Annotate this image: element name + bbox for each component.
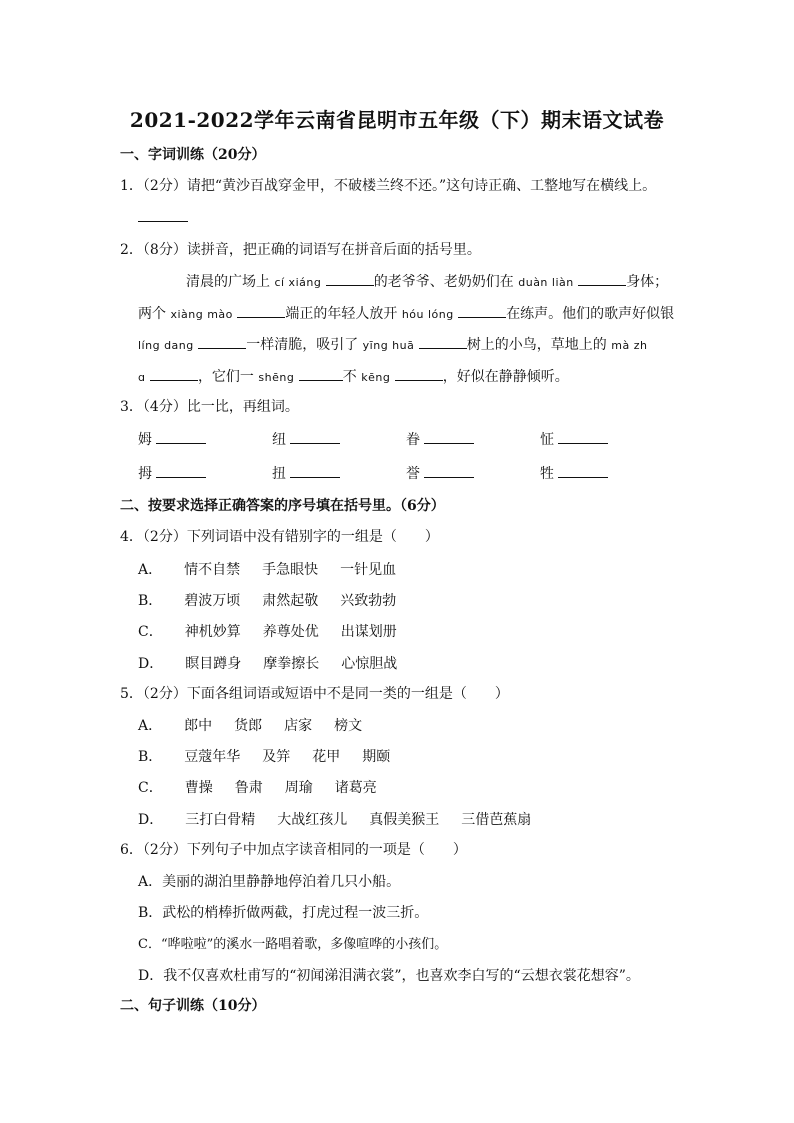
compare-item: 怔 (540, 429, 608, 449)
option-c[interactable]: C．“哗啦啦”的溪水一路唱着歌，多像喧哗的小孩们。 (138, 937, 448, 952)
answer-blank[interactable] (395, 366, 443, 381)
answer-blank[interactable] (237, 303, 285, 318)
option-a[interactable]: A． 情不自禁 手急眼快 一针见血 (138, 562, 397, 578)
option-c[interactable]: C． 曹操 鲁肃 周瑜 诸葛亮 (138, 780, 377, 796)
option-b[interactable]: B．武松的梢棒折做两截，打虎过程一波三折。 (138, 905, 429, 921)
option-d[interactable]: D．我不仅喜欢杜甫写的“初闻涕泪满衣裳”，也喜欢李白写的“云想衣裳花想容”。 (138, 968, 640, 984)
pinyin: kēng (361, 371, 391, 384)
page-title: 2021-2022学年云南省昆明市五年级（下）期末语文试卷 (129, 108, 665, 132)
compare-item: 眷 (406, 429, 474, 449)
answer-blank[interactable] (198, 334, 246, 349)
compare-item: 牲 (540, 463, 608, 483)
question-4-heading: 4．（2分）下列词语中没有错别字的一组是（ ） (120, 529, 439, 545)
option-d[interactable]: D． 瞑目蹲身 摩拳擦长 心惊胆战 (138, 656, 398, 672)
pinyin: mà zh (611, 339, 648, 352)
pinyin: duàn liàn (518, 276, 574, 289)
answer-blank[interactable] (419, 334, 467, 349)
compare-item: 姆 (138, 429, 206, 449)
pinyin: ɑ (138, 371, 146, 384)
pinyin: shēng (258, 371, 295, 384)
answer-blank[interactable] (458, 303, 506, 318)
pinyin: hóu lóng (401, 308, 454, 321)
compare-item: 纽 (272, 429, 340, 449)
pinyin: xiàng mào (170, 308, 233, 321)
question-3-heading: 3．（4分）比一比，再组词。 (120, 399, 299, 415)
section-3-heading: 二、句子训练（10分） (120, 998, 266, 1014)
option-c[interactable]: C． 神机妙算 养尊处优 出谋划册 (138, 624, 397, 640)
question-2-heading: 2．（8分）读拼音，把正确的词语写在拼音后面的括号里。 (120, 242, 481, 258)
answer-blank[interactable] (578, 271, 626, 286)
option-d[interactable]: D． 三打白骨精 大战红孩儿 真假美猴王 三借芭蕉扇 (138, 812, 532, 828)
option-b[interactable]: B． 碧波万顷 肃然起敬 兴致勃勃 (138, 593, 397, 609)
question-1-answer-blank[interactable] (138, 207, 188, 228)
answer-blank[interactable] (326, 271, 374, 286)
answer-blank[interactable] (299, 366, 343, 381)
question-2-line-3: líng dang 一样清脆，吸引了 yīng huā 树上的小鸟，草地上的 mà zh (138, 334, 647, 356)
question-6-heading: 6．（2分）下列句子中加点字读音相同的一项是（ ） (120, 842, 467, 858)
question-2-line-4: ɑ ，它们一 shēng 不 kēng ，好似在静静倾听。 (138, 366, 569, 388)
pinyin: cí xiáng (274, 276, 322, 289)
compare-item: 拇 (138, 463, 206, 483)
compare-item: 誉 (406, 463, 474, 483)
question-2-line-1: 清晨的广场上 cí xiáng 的老爷爷、老奶奶们在 duàn liàn 身体； (186, 271, 668, 293)
answer-blank[interactable] (150, 366, 198, 381)
pinyin: líng dang (138, 339, 194, 352)
section-2-heading: 二、按要求选择正确答案的序号填在括号里。（6分） (120, 498, 445, 514)
question-5-heading: 5．（2分）下面各组词语或短语中不是同一类的一组是（ ） (120, 686, 509, 702)
compare-item: 扭 (272, 463, 340, 483)
option-b[interactable]: B． 豆蔻年华 及笄 花甲 期颐 (138, 749, 391, 765)
pinyin: yīng huā (362, 339, 415, 352)
question-1: 1．（2分）请把“黄沙百战穿金甲，不破楼兰终不还。”这句诗正确、工整地写在横线上。 (120, 178, 657, 194)
option-a[interactable]: A． 郎中 货郎 店家 榜文 (138, 718, 363, 734)
question-2-line-2: 两个 xiàng mào 端正的年轻人放开 hóu lóng 在练声。他们的歌声好似银 (138, 303, 674, 325)
option-a[interactable]: A．美丽的湖泊里静静地停泊着几只小船。 (138, 874, 401, 890)
section-1-heading: 一、字词训练（20分） (120, 147, 266, 163)
